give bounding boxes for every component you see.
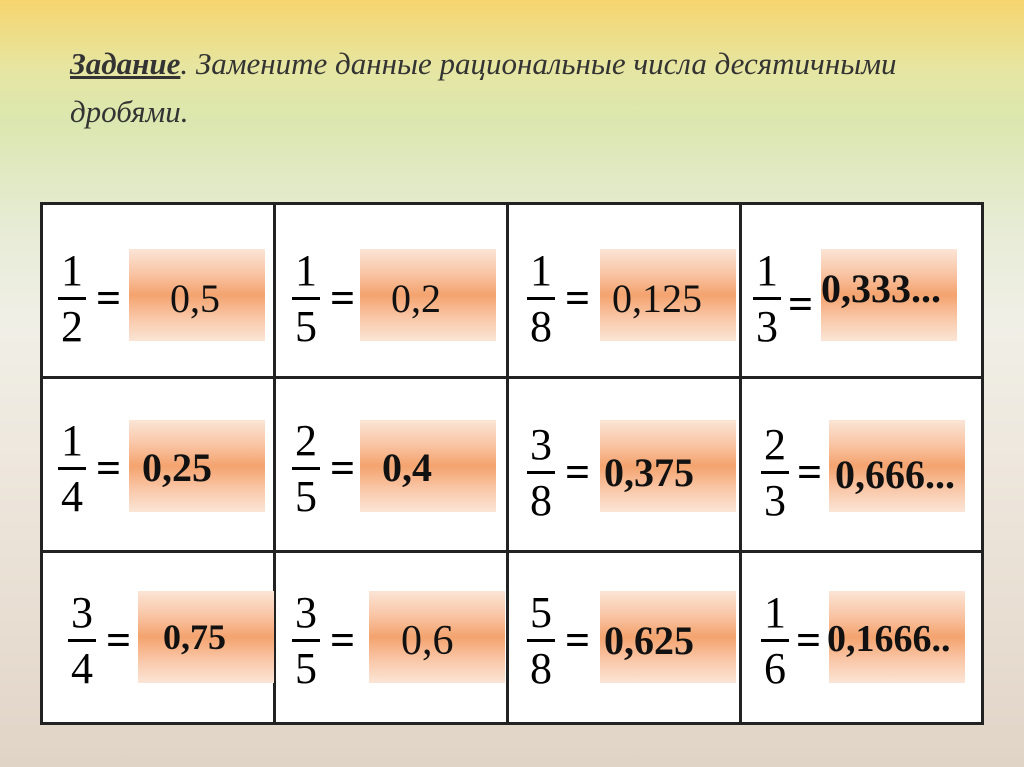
fraction-numerator: 2: [764, 420, 786, 469]
fraction-numerator: 3: [530, 420, 552, 469]
fraction-cell: [276, 553, 509, 727]
fraction-numerator: 1: [764, 588, 786, 637]
fraction-bar: [58, 297, 86, 300]
equals-sign: =: [565, 448, 591, 497]
fraction-cell: [43, 553, 276, 727]
fraction-bar: [527, 639, 555, 642]
fraction-bar: [761, 471, 789, 474]
fraction-denominator: 8: [530, 644, 552, 693]
fraction-denominator: 4: [71, 644, 93, 693]
fraction-bar: [58, 467, 86, 470]
equals-sign: =: [330, 616, 356, 665]
fraction-numerator: 2: [295, 416, 317, 465]
answer-value: 0,6: [401, 618, 454, 664]
fraction-cell: [276, 205, 509, 379]
equals-sign: =: [106, 616, 132, 665]
fraction-bar: [527, 297, 555, 300]
fraction-bar: [527, 471, 555, 474]
equals-sign: =: [330, 444, 356, 493]
fraction-numerator: 3: [295, 588, 317, 637]
answer-value: 0,5: [170, 276, 220, 321]
task-statement: [70, 40, 970, 136]
fraction-denominator: 2: [61, 302, 83, 351]
fraction-bar: [292, 467, 320, 470]
fraction-numerator: 3: [71, 588, 93, 637]
fraction-denominator: 3: [764, 476, 786, 525]
task-text: . Замените данные рациональные числа десятичными дробями.: [70, 46, 897, 129]
answer-value: 0,625: [604, 618, 694, 663]
equals-sign: =: [565, 274, 591, 323]
fraction-denominator: 5: [295, 472, 317, 521]
fraction-denominator: 6: [764, 644, 786, 693]
answer-value: 0,1666..: [827, 618, 951, 660]
answer-value: 0,25: [142, 445, 212, 490]
fraction-numerator: 5: [530, 588, 552, 637]
fraction-denominator: 8: [530, 476, 552, 525]
fraction-cell: [742, 205, 975, 379]
fraction-bar: [292, 297, 320, 300]
fraction-denominator: 5: [295, 302, 317, 351]
equals-sign: =: [797, 448, 823, 497]
equals-sign: =: [788, 280, 814, 329]
task-label: Задание: [70, 46, 181, 81]
fraction-cell: [742, 553, 975, 727]
equals-sign: =: [96, 274, 122, 323]
equals-sign: =: [330, 274, 356, 323]
fraction-cell: [509, 553, 742, 727]
fraction-denominator: 4: [61, 472, 83, 521]
fraction-numerator: 1: [530, 246, 552, 295]
fraction-cell: [43, 205, 276, 379]
answer-value: 0,4: [382, 445, 432, 490]
fraction-bar: [753, 297, 781, 300]
answer-value: 0,375: [604, 450, 694, 495]
fraction-numerator: 1: [295, 246, 317, 295]
fraction-denominator: 5: [295, 644, 317, 693]
fraction-grid: [40, 202, 984, 725]
fraction-cell: [276, 379, 509, 553]
fraction-cell: [509, 205, 742, 379]
answer-value: 0,125: [612, 276, 702, 321]
answer-value: 0,75: [163, 617, 226, 657]
fraction-denominator: 3: [756, 302, 778, 351]
fraction-bar: [761, 639, 789, 642]
answer-value: 0,666...: [835, 452, 955, 497]
fraction-numerator: 1: [61, 246, 83, 295]
answer-value: 0,2: [391, 276, 441, 321]
fraction-bar: [68, 639, 96, 642]
fraction-cell: [509, 379, 742, 553]
answer-value: 0,333...: [821, 266, 941, 311]
equals-sign: =: [96, 444, 122, 493]
fraction-numerator: 1: [756, 246, 778, 295]
fraction-cell: [742, 379, 975, 553]
fraction-denominator: 8: [530, 302, 552, 351]
fraction-numerator: 1: [61, 416, 83, 465]
fraction-bar: [292, 639, 320, 642]
equals-sign: =: [796, 616, 822, 665]
fraction-cell: [43, 379, 276, 553]
equals-sign: =: [565, 616, 591, 665]
